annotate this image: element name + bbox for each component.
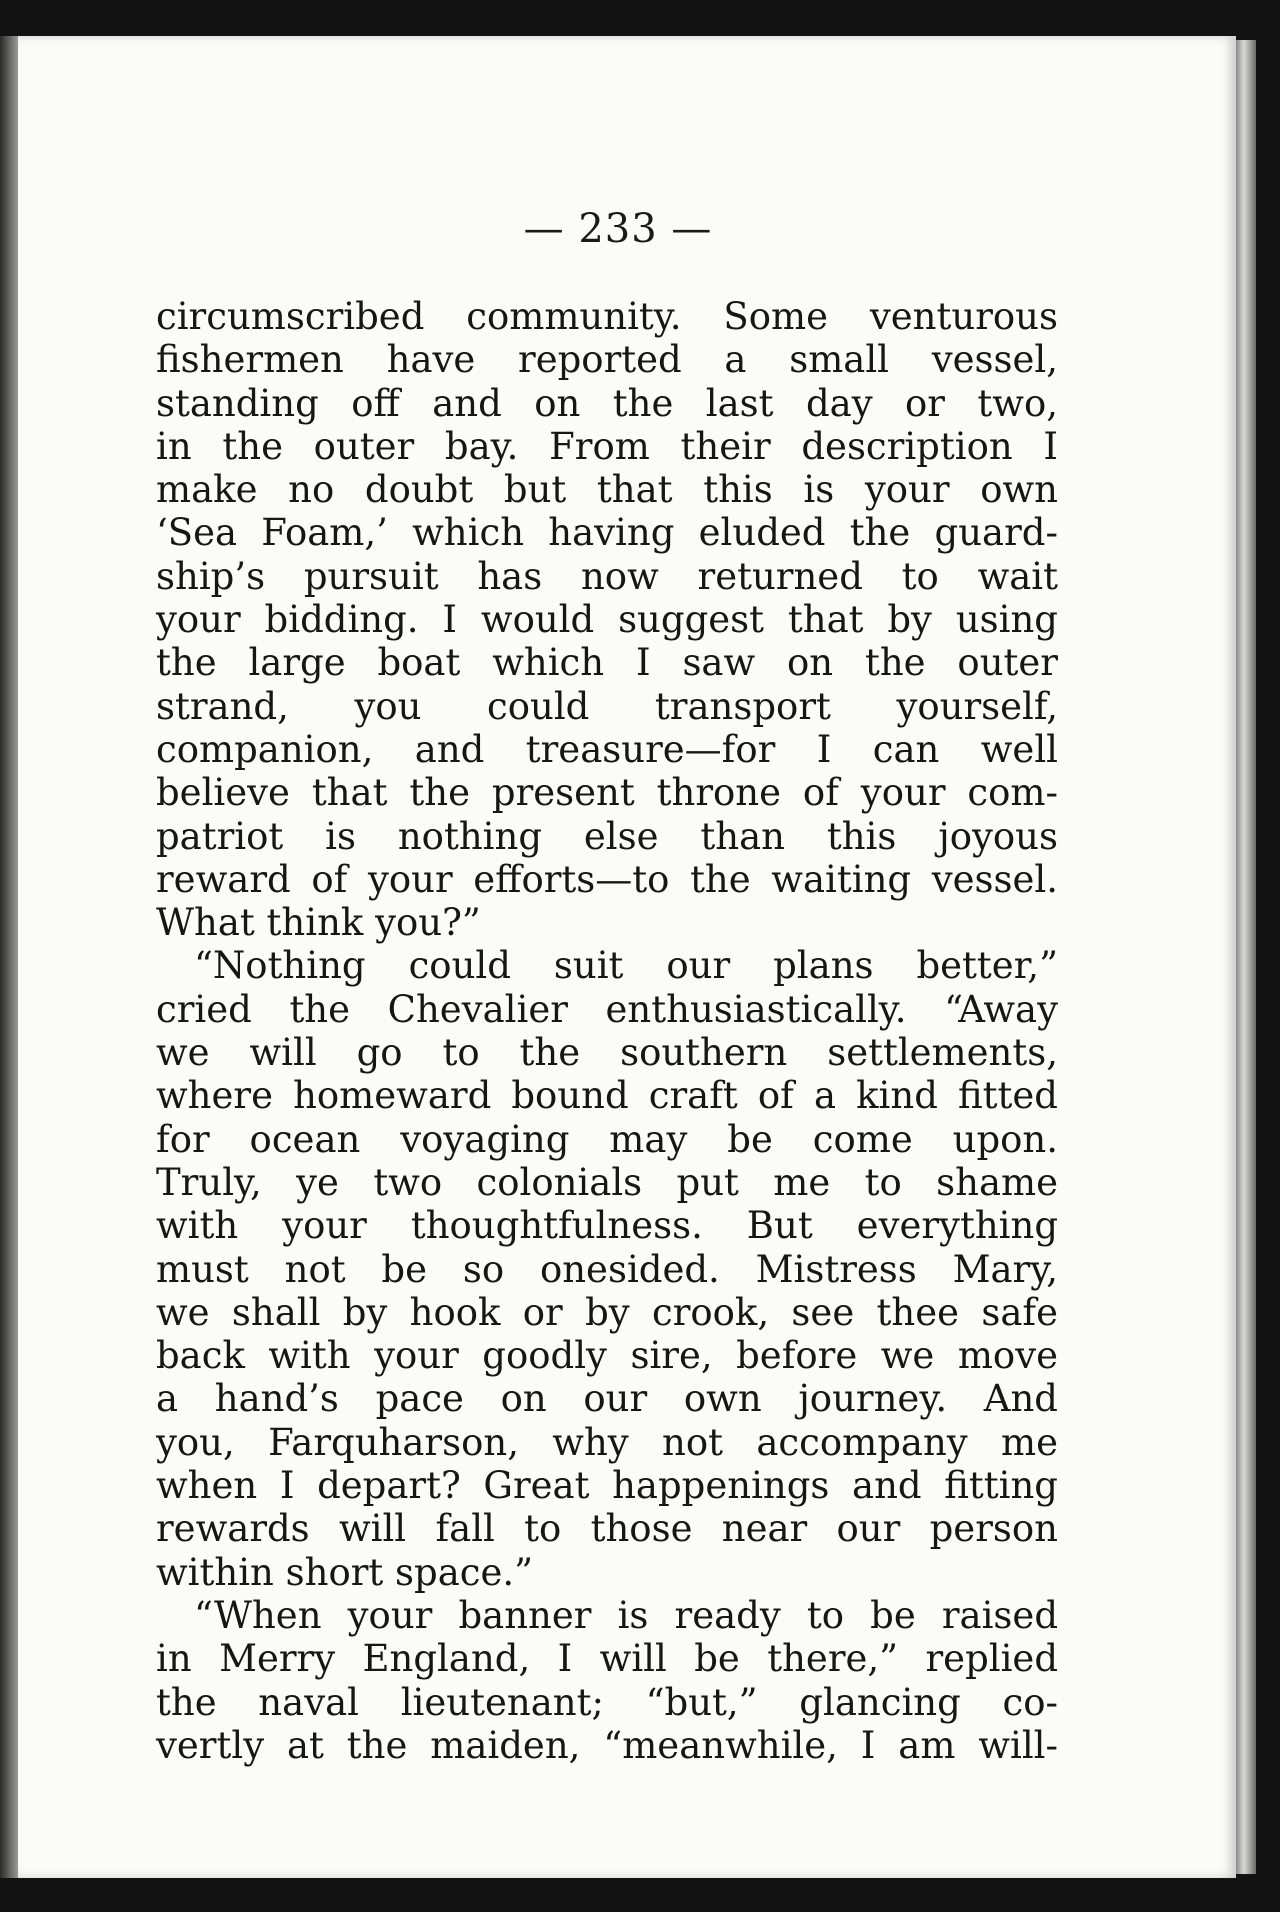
text-line: What think you?” [156,901,481,945]
text-line: when I depart? Great happenings and fitting [156,1464,1058,1508]
text-line: in the outer bay. From their description I [156,424,1058,468]
book-spine-shadow [0,36,18,1878]
text-line: make no doubt but that this is your own [156,468,1058,512]
text-line: within short space.” [156,1550,534,1594]
text-line: circumscribed community. Some venturous [156,295,1058,338]
text-line: we will go to the southern settlements, [156,1031,1058,1075]
text-line: ship’s pursuit has now returned to wait [156,554,1058,598]
text-line: where homeward bound craft of a kind fitted [156,1074,1058,1118]
text-line: patriot is nothing else than this joyous [156,814,1058,858]
text-line: you, Farquharson, why not accompany me [156,1420,1058,1464]
text-line: strand, you could transport yourself, [156,684,1058,728]
text-line: believe that the present throne of your com- [156,771,1058,815]
text-line: cried the Chevalier enthusiastically. “Away [156,987,1058,1031]
text-line: back with your goodly sire, before we move [156,1334,1058,1378]
text-line: the large boat which I saw on the outer [156,641,1058,685]
text-line: your bidding. I would suggest that by using [156,598,1058,642]
text-line: the naval lieutenant; “but,” glancing co- [156,1680,1058,1724]
text-line: fishermen have reported a small vessel, [156,338,1058,382]
text-line: standing off and on the last day or two, [156,381,1058,425]
text-line: companion, and treasure—for I can well [156,727,1058,771]
text-line: with your thoughtfulness. But everything [156,1204,1058,1248]
text-line: for ocean voyaging may be come upon. [156,1117,1058,1161]
page-number: — 233 — [523,206,713,252]
text-line: in Merry England, I will be there,” replied [156,1637,1058,1681]
text-line: Truly, ye two colonials put me to shame [156,1160,1058,1204]
text-line: we shall by hook or by crook, see thee safe [156,1290,1058,1334]
text-line: vertly at the maiden, “meanwhile, I am will- [156,1723,1058,1767]
body-text [156,295,1058,1767]
page-edge [1236,40,1256,1874]
text-line: reward of your efforts—to the waiting vessel. [156,857,1058,901]
text-line: ‘Sea Foam,’ which having eluded the guard- [156,511,1058,555]
text-line: a hand’s pace on our own journey. And [156,1377,1058,1421]
text-line: rewards will fall to those near our person [156,1507,1058,1551]
text-line: must not be so onesided. Mistress Mary, [156,1247,1058,1291]
text-line: “When your banner is ready to be raised [194,1593,1058,1637]
text-line: “Nothing could suit our plans better,” [194,944,1058,988]
